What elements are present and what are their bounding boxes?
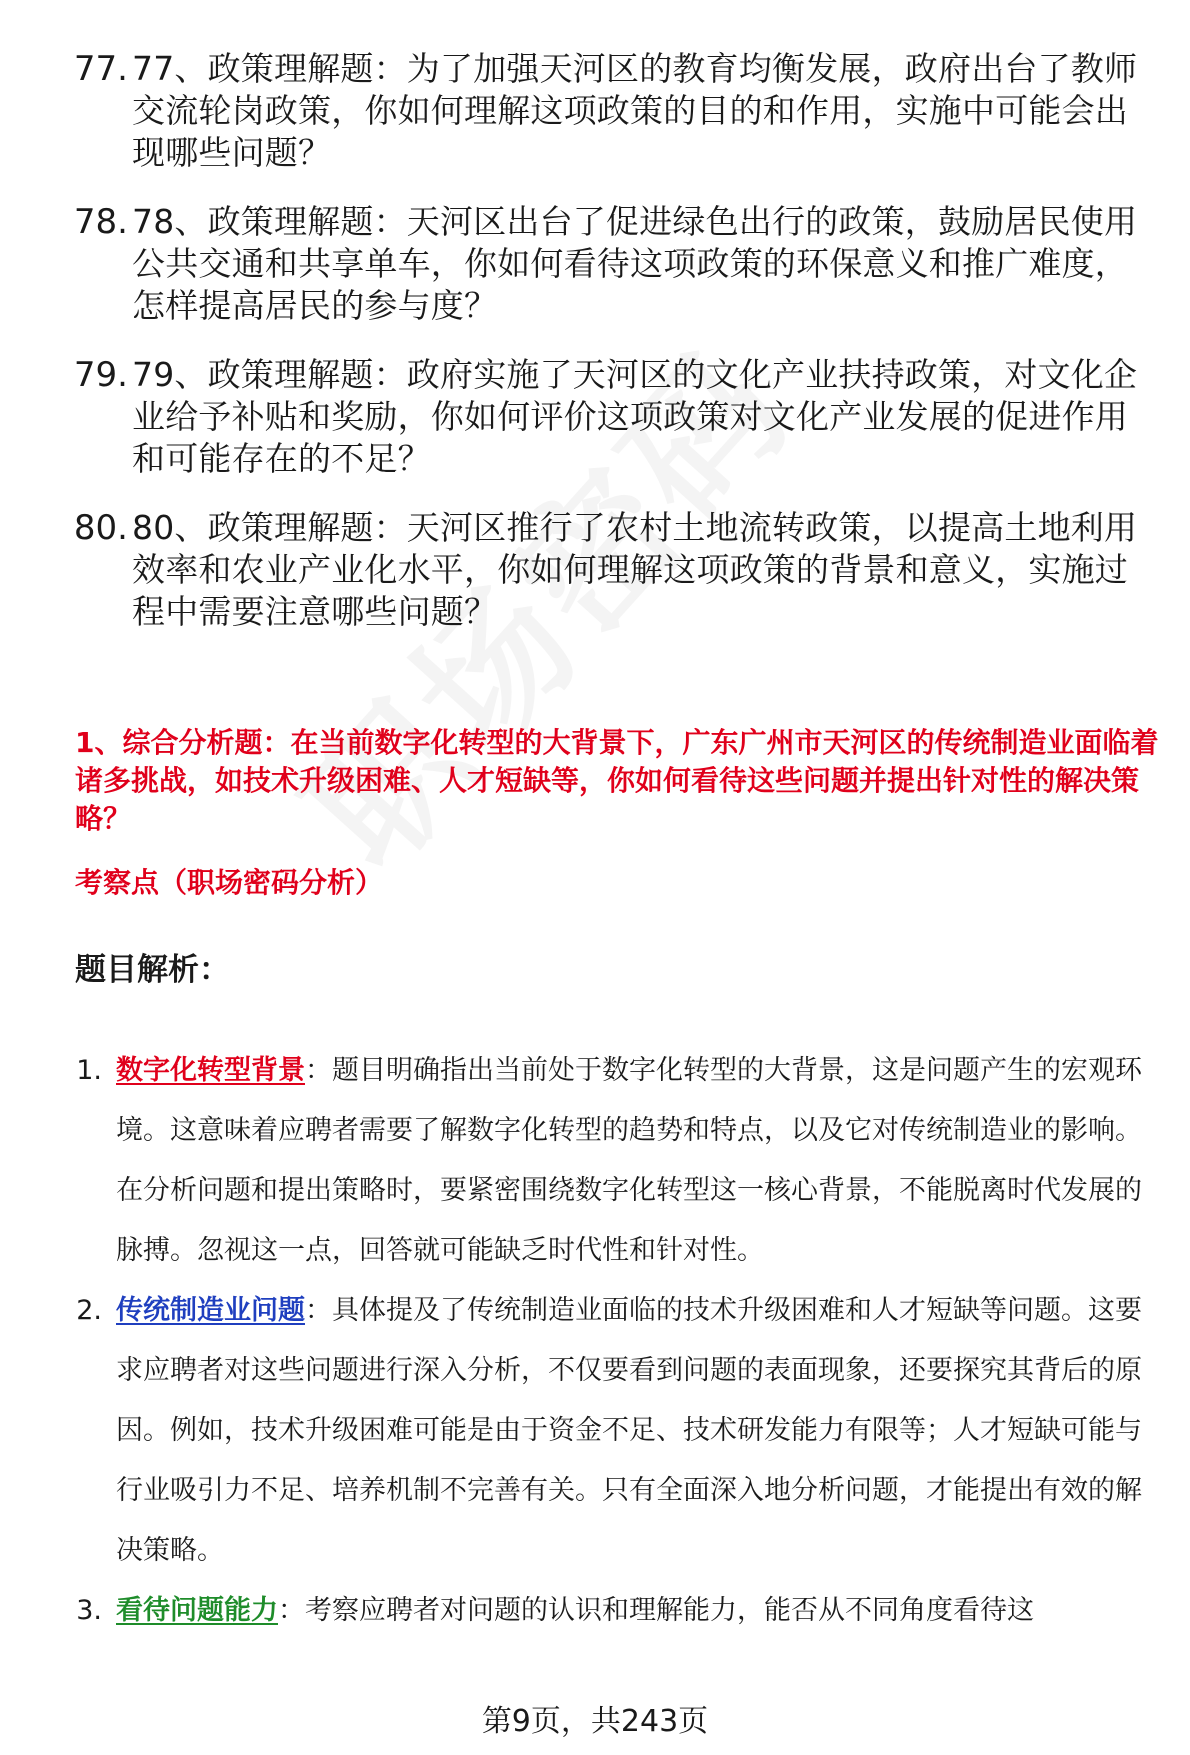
list-number: 77. [73,49,128,89]
page-footer: 第9页，共243页 [481,1704,709,1739]
analysis-title: 题目解析： [75,952,230,988]
analysis-body: ：题目明确指出当前处于数字化转型的大背景，这是问题产生的宏观环境。这意味着应聘者需要了解数字化转型的趋势和特点，以及它对传统制造业的影响。在分析问题和提出策略时，要紧密围绕数字化转型这一核心背景，不能脱离时代发展的脉搏。忽视这一点，回答就可能缺乏时代性和针对性。 [116,1055,1142,1266]
analysis-list [0,1041,1190,1641]
list-item [0,354,1190,480]
list-number: 1. [76,1055,102,1086]
analysis-text [116,1581,1156,1641]
list-number: 78. [73,202,128,242]
list-number: 80. [73,508,128,548]
analysis-heading: 看待问题能力 [116,1595,278,1626]
question-text: 77、政策理解题：为了加强天河区的教育均衡发展，政府出台了教师交流轮岗政策，你如何理解这项政策的目的和作用，实施中可能会出现哪些问题？ [132,49,1138,172]
question-text: 80、政策理解题：天河区推行了农村土地流转政策，以提高土地利用效率和农业产业化水平，你如何理解这项政策的背景和意义，实施过程中需要注意哪些问题？ [132,508,1138,631]
analysis-heading: 数字化转型背景 [116,1055,305,1086]
analysis-text [116,1041,1156,1281]
question-text: 79、政策理解题：政府实施了天河区的文化产业扶持政策，对文化企业给予补贴和奖励，你如何评价这项政策对文化产业发展的促进作用和可能存在的不足？ [132,355,1138,478]
list-item [0,507,1190,633]
list-item [0,1581,1190,1641]
list-number: 79. [73,355,128,395]
analysis-heading: 传统制造业问题 [116,1295,305,1326]
list-number: 3. [76,1595,102,1626]
list-item [0,1281,1190,1581]
question-text: 78、政策理解题：天河区出台了促进绿色出行的政策，鼓励居民使用公共交通和共享单车，你如何看待这项政策的环保意义和推广难度，怎样提高居民的参与度？ [132,202,1138,325]
analysis-text [116,1281,1156,1581]
exam-point: 考察点（职场密码分析） [75,866,384,899]
analysis-body: ：具体提及了传统制造业面临的技术升级困难和人才短缺等问题。这要求应聘者对这些问题进行深入分析，不仅要看到问题的表面现象，还要探究其背后的原因。例如，技术升级困难可能是由于资金不足、技术研发能力有限等；人才短缺可能与行业吸引力不足、培养机制不完善有关。只有全面深入地分析问题，才能提出有效的解决策略。 [116,1295,1142,1566]
analysis-body: ：考察应聘者对问题的认识和理解能力，能否从不同角度看待这 [278,1595,1034,1626]
list-number: 2. [76,1295,102,1326]
list-item [0,48,1190,174]
list-item [0,1041,1190,1281]
list-item [0,201,1190,327]
highlight-question: 1、综合分析题：在当前数字化转型的大背景下，广东广州市天河区的传统制造业面临着诸多挑战，如技术升级困难、人才短缺等，你如何看待这些问题并提出针对性的解决策略？ [75,726,1159,835]
question-list [0,48,1190,660]
